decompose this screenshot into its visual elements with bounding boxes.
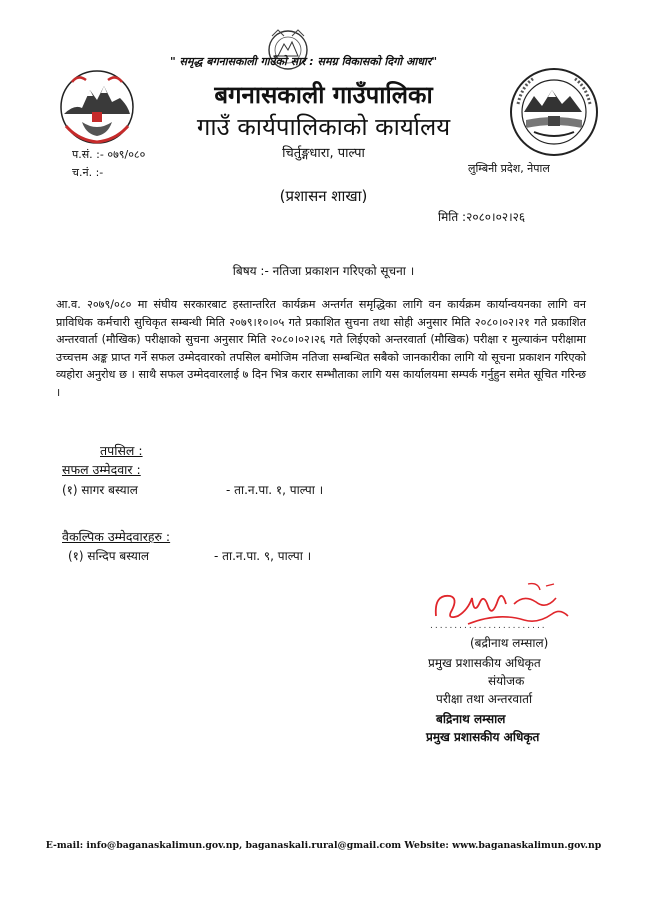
province: लुम्बिनी प्रदेश, नेपाल [468,162,550,175]
notice-body: आ.व. २०७९/०८० मा संघीय सरकारबाट हस्तान्तरित कार्यक्रम अन्तर्गत समृद्धिका लागि वन कार्यक्रम कार्यान्वयनका लागि वन प्राविधिक कर्मचारी सुचिकृत सम्बन्धी मिति २०७९।१०।०५ गते प्रकाशित सुचना तथा सोही अनुसार मिति २०८०।०२।२१ गते प्रकाशित अन्तरवार्ता (मौखिक) परीक्षाको सुचना अनुसार मिति २०८०।०२।२६ गते लिईएको अन्तरवार्ता (मौखिक) परीक्षा र मुल्याकंन परीक्षामा उच्चत्तम अङ्क प्राप्त गर्ने सफल उम्मेदवारको तपसिल बमोजिम नतिजा सम्बन्धित सबैको जानकारीका लागि यो सूचना प्रकाशन गरिएको व्यहोरा अनुरोध छ । साथै सफल उम्मेदवारलाई ७ दिन भित्र करार सम्भौताका लागि यस कार्यालयमा सम्पर्क गर्नुहुन समेत सूचित गरिन्छ । [56,298,586,399]
alternate-candidate-address: - ता.न.पा. ९, पाल्पा । [214,549,312,563]
reference-number: प.सं. :- ०७९/०८० [72,148,146,161]
alternate-candidate-name: (१) सन्दिप बस्याल [68,549,150,563]
signatory-role: संयोजक [488,674,525,688]
alternate-candidates-heading: वैकल्पिक उम्मेदवारहरु : [62,529,171,544]
stamp-title: प्रमुख प्रशासकीय अधिकृत [426,730,540,744]
successful-candidate-name: (१) सागर बस्याल [62,483,138,497]
office-name: गाउँ कार्यपालिकाको कार्यालय [196,113,451,141]
office-address: चिर्तुङ्गधारा, पाल्पा [282,146,365,161]
branch-name: (प्रशासन शाखा) [279,187,368,205]
successful-candidates-heading: सफल उम्मेदवार : [62,462,141,477]
notice-subject: बिषय :- नतिजा प्रकाशन गरिएको सूचना । [232,264,415,278]
footer-contact: E-mail: info@baganaskalimun.gov.np, baganaskali.rural@gmail.com Website: www.baganaskalimun.gov.np [45,840,602,851]
signature-line: ........................ [430,621,547,631]
tapasil-label: तपसिल : [100,443,143,458]
signatory-committee: परीक्षा तथा अन्तरवार्ता [436,692,533,706]
motto: " समृद्ध बगनासकाली गाउँको सार : समग्र विकासको दिगो आधार" [170,55,438,68]
signatory-name: (बद्रीनाथ लम्साल) [470,636,549,650]
signatory-designation: प्रमुख प्रशासकीय अधिकृत [428,656,541,670]
notice-date: मिति :२०८०।०२।२६ [438,210,526,224]
stamp-name: बद्रिनाथ लम्साल [436,712,506,726]
dispatch-number: च.नं. :- [72,166,104,179]
municipality-name: बगनासकाली गाउँपालिका [214,81,433,109]
successful-candidate-address: - ता.न.पा. १, पाल्पा । [226,483,324,497]
